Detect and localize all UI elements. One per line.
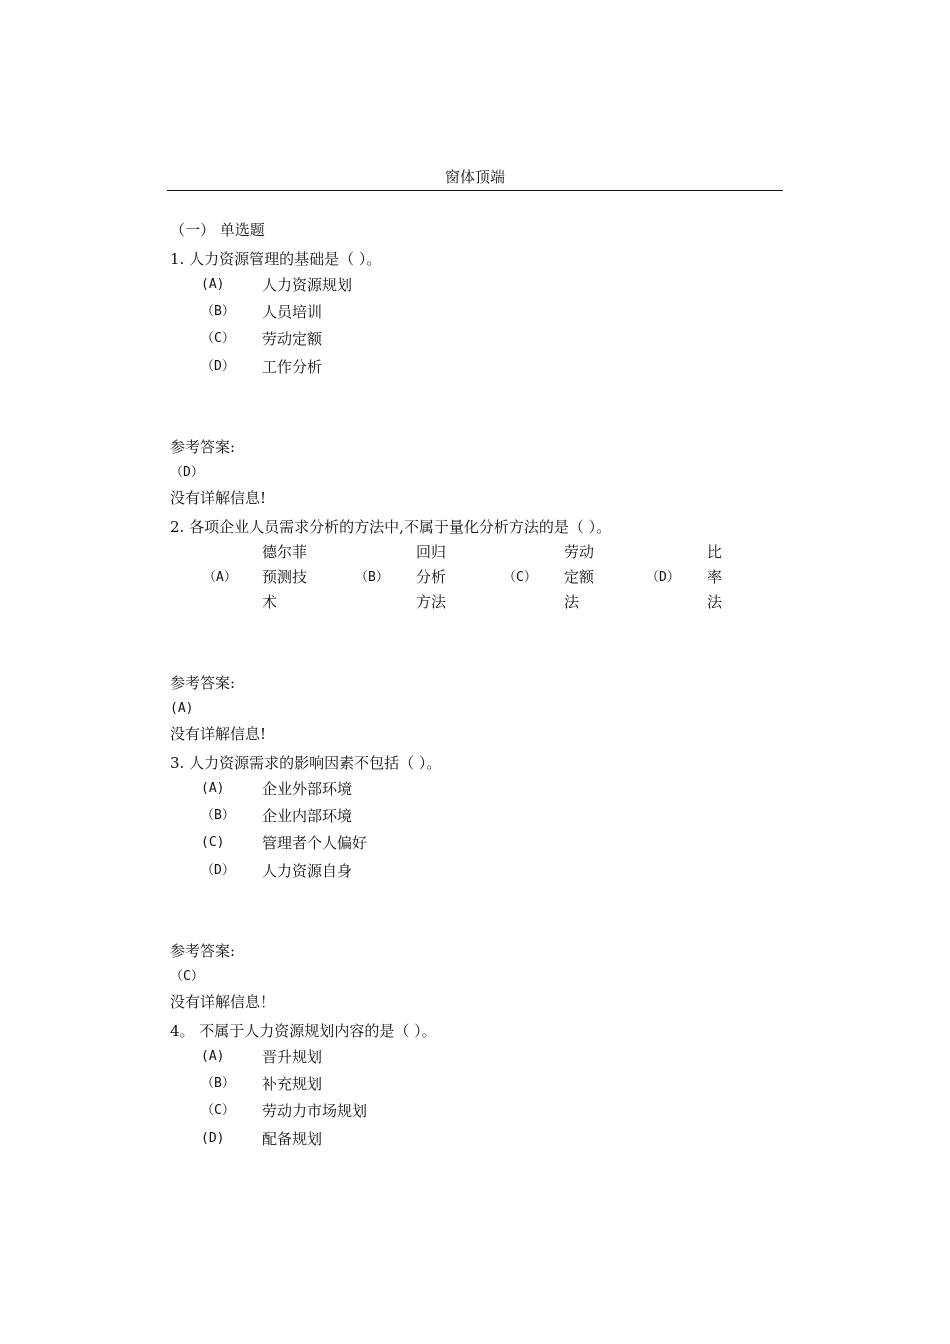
option-text: 企业外部环境 (262, 780, 353, 798)
option-text: 补充规划 (262, 1075, 323, 1093)
answer-value: (A) (170, 701, 194, 716)
option-letter: （B） (355, 570, 389, 585)
answer-label: 参考答案: (170, 674, 236, 692)
option-letter: （C） (201, 1103, 235, 1118)
option-text: 晋升规划 (262, 1048, 323, 1066)
option-letter: (C) (201, 835, 225, 850)
explanation-note: 没有详解信息! (170, 725, 267, 743)
option-letter: （D） (201, 359, 235, 374)
option-letter: （B） (201, 808, 235, 823)
question-stem: 2. 各项企业人员需求分析的方法中,不属于量化分析方法的是（ ）。 (170, 518, 612, 536)
answer-value: （D） (170, 465, 204, 480)
option-text: 人力资源规划 (262, 276, 353, 294)
option-text: 企业内部环境 (262, 807, 353, 825)
option-text: 工作分析 (262, 358, 323, 376)
option-text: 德尔菲预测技术 (262, 543, 308, 611)
option-letter: (D) (201, 1131, 225, 1146)
page-title: 窗体顶端 (444, 168, 505, 186)
explanation-note: 没有详解信息! (170, 489, 267, 507)
section-title: （一） 单选题 (170, 221, 265, 239)
option-text: 回归分析方法 (416, 543, 447, 611)
option-text: 人员培训 (262, 303, 323, 321)
option-letter: （C） (503, 570, 537, 585)
answer-label: 参考答案: (170, 942, 236, 960)
option-letter: （B） (201, 1076, 235, 1091)
option-text: 劳动定额法 (564, 543, 595, 611)
explanation-note: 没有详解信息！ (170, 993, 276, 1011)
answer-label: 参考答案: (170, 438, 236, 456)
option-text: 人力资源自身 (262, 862, 353, 880)
option-letter: （A） (203, 570, 237, 585)
option-text: 劳动力市场规划 (262, 1102, 368, 1120)
question-stem: 4。 不属于人力资源规划内容的是（ ）。 (170, 1022, 437, 1040)
option-text: 管理者个人偏好 (262, 834, 368, 852)
question-stem: 1. 人力资源管理的基础是（ ）。 (170, 250, 382, 268)
option-letter: （C） (201, 331, 235, 346)
option-letter: (A) (201, 277, 225, 292)
answer-value: （C） (170, 969, 204, 984)
question-stem: 3. 人力资源需求的影响因素不包括（ ）。 (170, 754, 442, 772)
option-letter: (A) (201, 781, 225, 796)
option-text: 比率法 (707, 543, 723, 611)
option-text: 配备规划 (262, 1130, 323, 1148)
option-letter: （D） (646, 570, 680, 585)
header-divider (167, 190, 783, 191)
option-text: 劳动定额 (262, 330, 323, 348)
option-letter: （D） (201, 863, 235, 878)
option-letter: （B） (201, 304, 235, 319)
option-letter: (A) (201, 1049, 225, 1064)
